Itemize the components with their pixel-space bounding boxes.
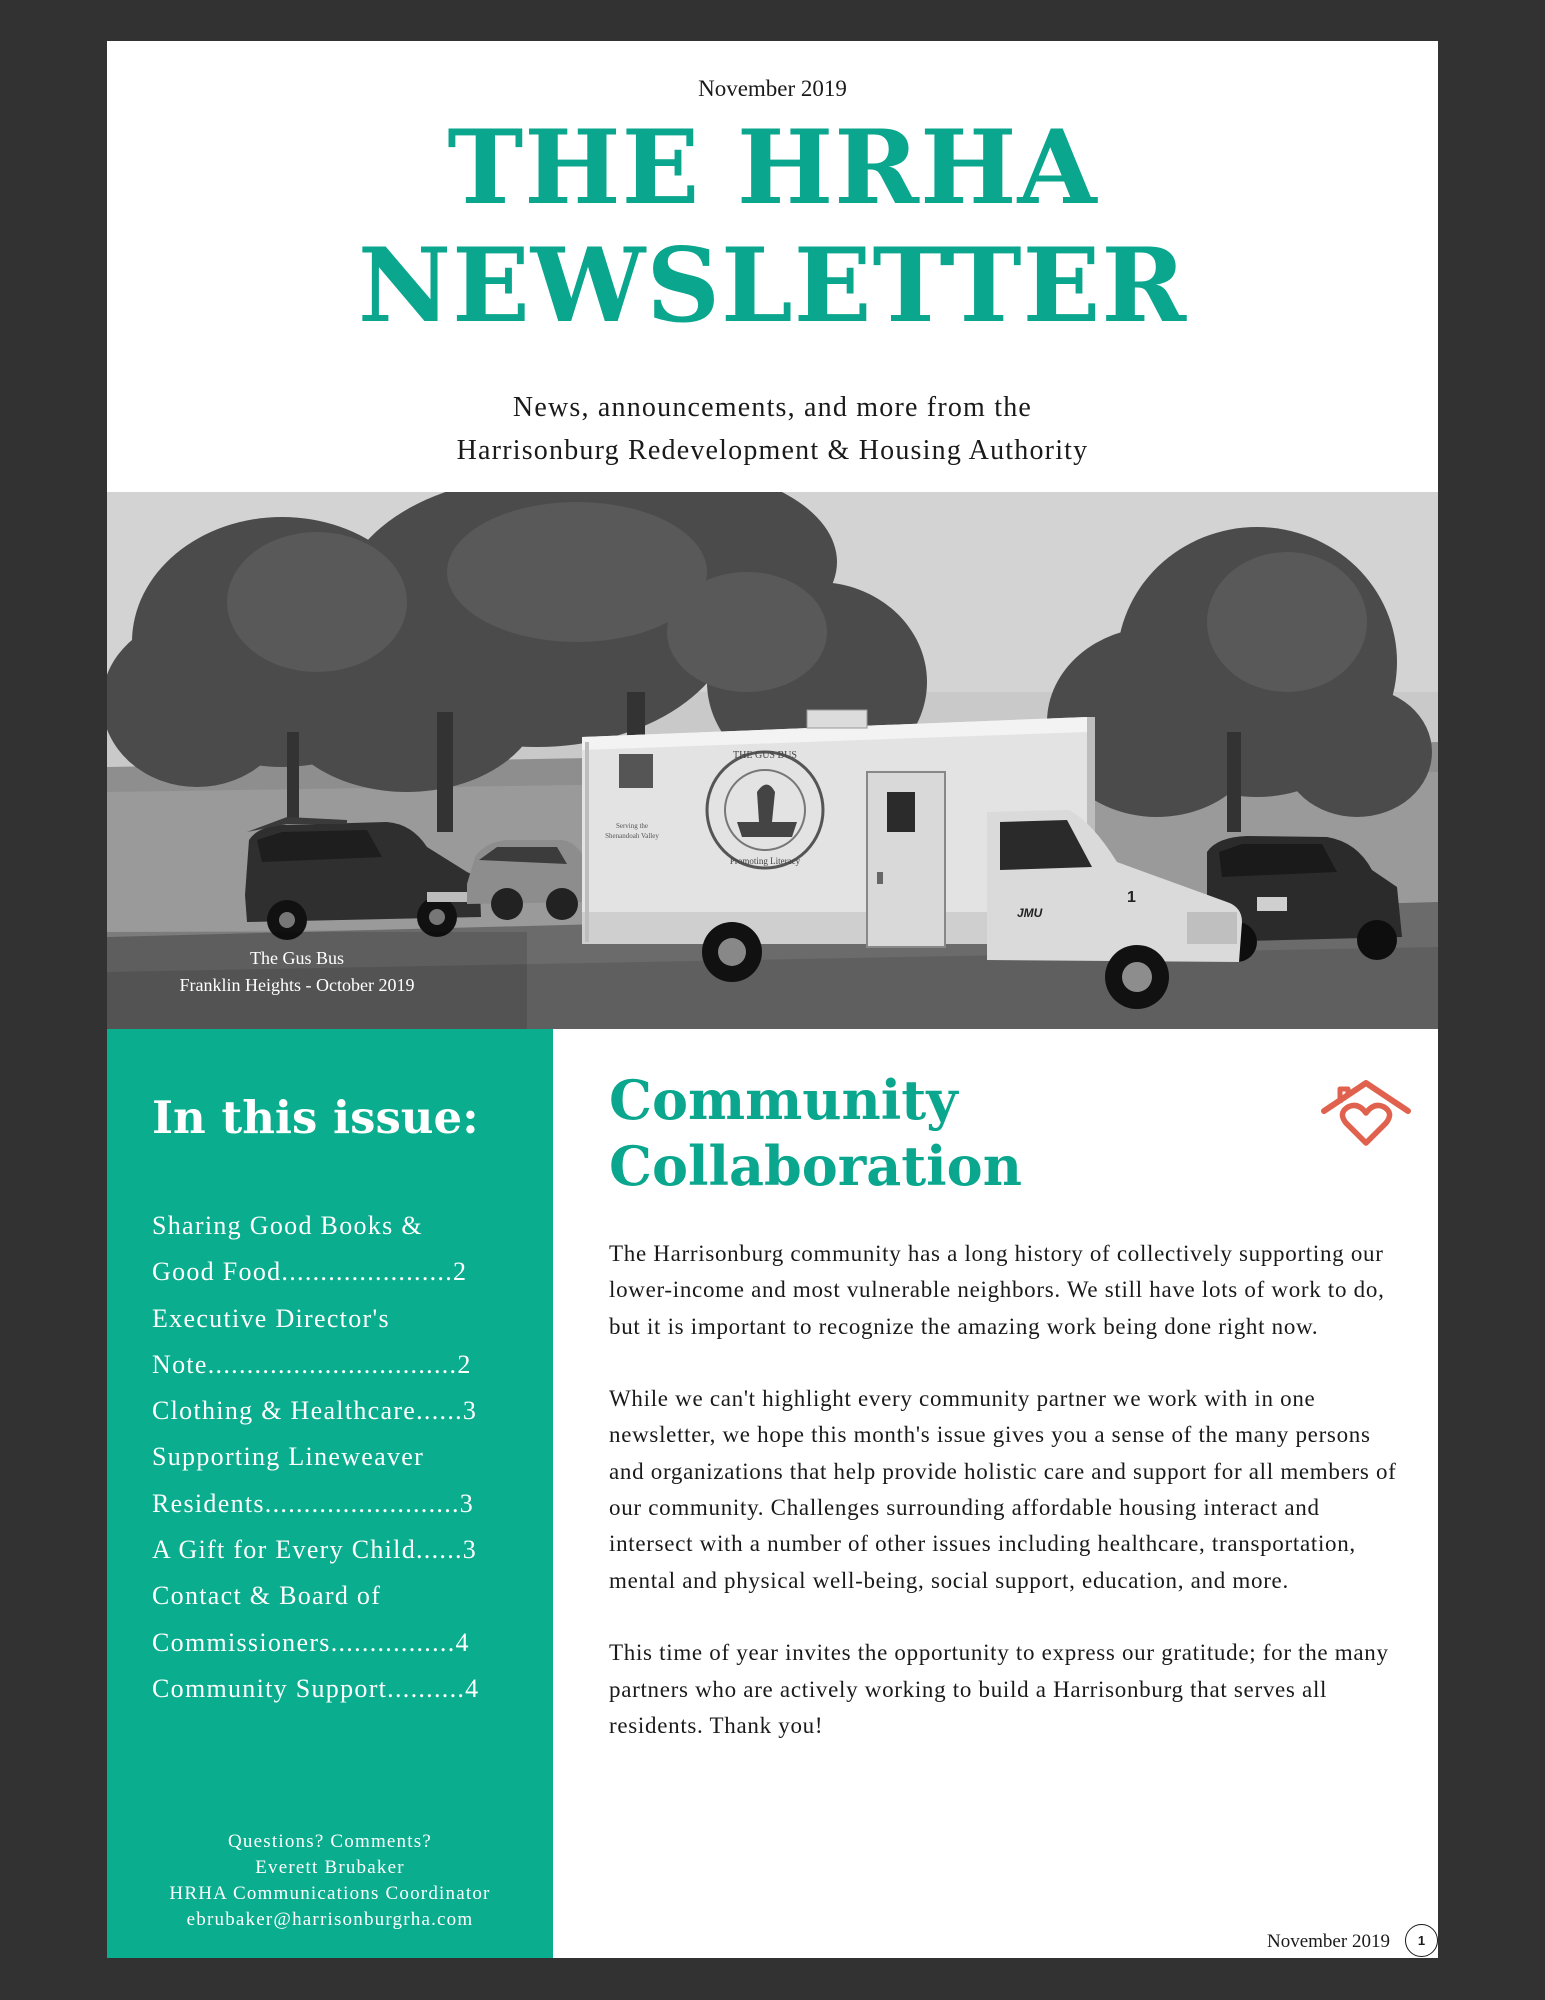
article-section <box>553 1029 1438 1958</box>
newsletter-title <box>107 109 1438 345</box>
article-paragraph: This time of year invites the opportunity to express our gratitude; for the many partners who are actively working to build a Harrisonburg that serves all residents. Thank you! <box>609 1640 1389 1738</box>
toc-item[interactable]: Executive Director's <box>152 1303 390 1333</box>
toc-item[interactable]: Community Support..........4 <box>152 1673 480 1703</box>
toc-item[interactable]: Contact & Board of <box>152 1581 382 1611</box>
toc-item[interactable]: Supporting Lineweaver <box>152 1442 425 1472</box>
issue-sidebar <box>107 1029 553 1958</box>
bus-badge: JMU <box>1017 906 1043 920</box>
footer-date: November 2019 <box>1267 1931 1390 1952</box>
toc-item[interactable]: Clothing & Healthcare......3 <box>152 1396 478 1426</box>
article-paragraph: While we can't highlight every community partner we work with in one newsletter, we hope this month's issue gives you a sense of the many persons and organizations that help provide holistic care and support for all members of our community. Challenges surrounding affordable housing interact and intersect with a number of other issues including healthcare, transportation, mental and physical well-being, social support, education, and more. <box>609 1386 1397 1593</box>
toc-item[interactable]: Good Food......................2 <box>152 1257 468 1287</box>
photo-caption-line-1: The Gus Bus <box>250 948 344 968</box>
page-number: 1 <box>1405 1924 1438 1957</box>
photo-caption <box>147 945 447 999</box>
contact-info <box>107 1829 553 1933</box>
toc-item[interactable]: Commissioners................4 <box>152 1627 470 1657</box>
title-line-2: NEWSLETTER <box>357 226 1188 346</box>
title-line-1: THE HRHA <box>447 108 1098 228</box>
subtitle-line-1: News, announcements, and more from the <box>512 392 1033 423</box>
article-heading-line-1: Community <box>609 1068 958 1132</box>
article-heading <box>609 1067 1022 1199</box>
toc-item[interactable]: A Gift for Every Child......3 <box>152 1535 478 1565</box>
sidebar-heading: In this issue: <box>152 1091 479 1144</box>
article-body <box>609 1236 1399 1780</box>
article-paragraph: The Harrisonburg community has a long history of collectively supporting our lower-income and most vulnerable neighbors. We still have lots of work to do, but it is important to recognize the amazing work being done right now. <box>609 1241 1385 1339</box>
bus-side-text-2: Shenandoah Valley <box>605 832 659 840</box>
subtitle-line-2: Harrisonburg Redevelopment & Housing Authority <box>456 435 1089 466</box>
bus-sign-bottom: Promoting Literacy <box>729 856 801 866</box>
toc-item[interactable]: Note................................2 <box>152 1349 472 1379</box>
bus-sign-top: THE GUS BUS <box>733 750 797 761</box>
photo-caption-line-2: Franklin Heights - October 2019 <box>179 975 415 995</box>
contact-line-questions: Questions? Comments? <box>228 1831 432 1852</box>
article-heading-line-2: Collaboration <box>609 1134 1022 1198</box>
table-of-contents <box>152 1203 542 1712</box>
toc-item[interactable]: Residents.........................3 <box>152 1488 475 1518</box>
toc-item[interactable]: Sharing Good Books & <box>152 1211 423 1240</box>
bus-side-text-1: Serving the <box>615 822 649 830</box>
issue-date: November 2019 <box>698 76 847 101</box>
contact-name: Everett Brubaker <box>255 1857 405 1878</box>
newsletter-page <box>107 41 1438 1958</box>
newsletter-subtitle <box>107 386 1438 472</box>
house-heart-icon <box>1318 1077 1414 1149</box>
contact-role: HRHA Communications Coordinator <box>169 1883 491 1904</box>
bus-number: 1 <box>1127 889 1136 906</box>
contact-email[interactable]: ebrubaker@harrisonburgrha.com <box>186 1909 474 1930</box>
